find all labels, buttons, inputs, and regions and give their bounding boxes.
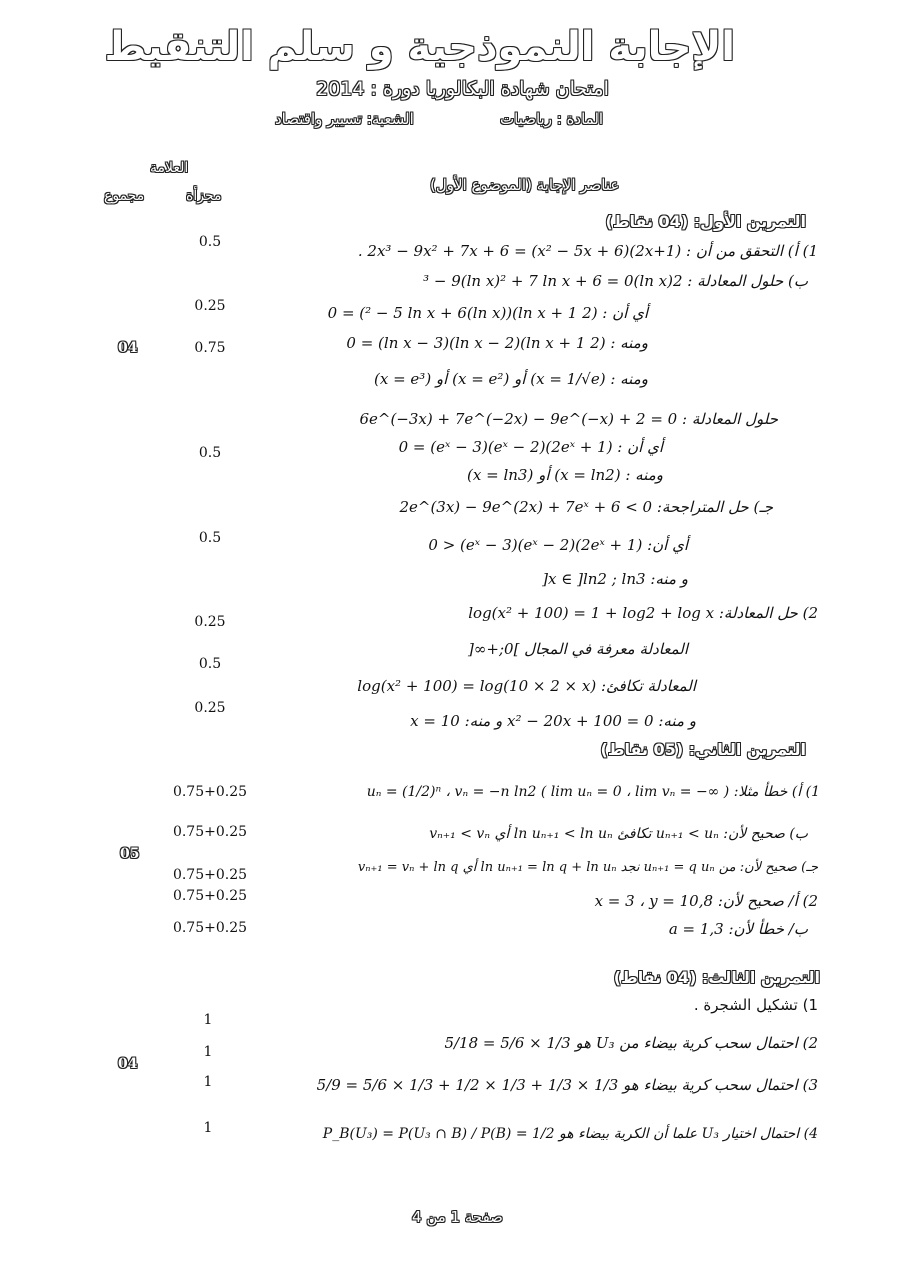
ex1-line-5: ومنه : (x = 1/√e) أو (x = e²) أو (x = e³) bbox=[373, 370, 648, 388]
exercise-2-total: 05 bbox=[120, 846, 140, 862]
ex2-mark-1: 0.75+0.25 bbox=[172, 784, 248, 800]
ex3-line-3: 3) احتمال سحب كرية بيضاء هو 1/3 × 1/3 + 1/3 × 1/2 + 1/3 × 5/6 = 5/9 bbox=[316, 1076, 818, 1094]
ex1-mark-3: 0.25 bbox=[194, 298, 226, 314]
ex1-line-10: أي أن: (2eˣ + 1)(eˣ − 2)(eˣ − 3) < 0 bbox=[428, 536, 688, 554]
branch-label: الشعبة: تسيير واقتصاد bbox=[275, 110, 414, 128]
ex1-line-7: أي أن : (2eˣ + 1)(eˣ − 2)(eˣ − 3) = 0 bbox=[398, 438, 663, 456]
ex2-line-1: 1) أ) خطأ مثلا: uₙ = (1/2)ⁿ ، vₙ = −n ln2 ( lim uₙ = 0 ، lim vₙ = −∞ ) bbox=[366, 784, 820, 800]
exercise-2-title: التمرين الثاني: (05 نقاط) bbox=[600, 740, 806, 759]
page-number: صفحة 1 من 4 bbox=[412, 1208, 503, 1226]
ex3-mark-2: 1 bbox=[203, 1044, 213, 1060]
ex3-mark-1: 1 bbox=[203, 1012, 213, 1028]
ex1-line-9: جـ) حل المتراجحة: 2e^(3x) − 9e^(2x) + 7eˣ + 6 < 0 bbox=[399, 498, 773, 516]
ex1-mark-12: 0.25 bbox=[194, 614, 226, 630]
ex1-mark-10: 0.5 bbox=[198, 530, 222, 546]
exam-session: امتحان شهادة البكالوريا دورة : 2014 bbox=[316, 78, 609, 100]
ex1-line-12: 2) حل المعادلة: log(x² + 100) = 1 + log2 + log x bbox=[468, 604, 818, 622]
exercise-1-title: التمرين الأول: (04 نقاط) bbox=[605, 212, 806, 231]
ex1-line-8: ومنه : (x = ln2) أو (x = ln3) bbox=[467, 466, 663, 484]
ex1-line-15: و منه: x² − 20x + 100 = 0 و منه: x = 10 bbox=[410, 712, 696, 730]
partial-header: مجزأة bbox=[186, 188, 222, 204]
ex3-line-1: 1) تشكيل الشجرة . bbox=[693, 996, 818, 1014]
ex2-mark-3: 0.75+0.25 bbox=[172, 867, 248, 883]
ex1-mark-7: 0.5 bbox=[198, 445, 222, 461]
page-title: الإجابة النموذجية و سلم التنقيط bbox=[104, 24, 735, 70]
ex2-mark-5: 0.75+0.25 bbox=[172, 920, 248, 936]
ex1-mark-14: 0.25 bbox=[194, 700, 226, 716]
ex3-line-2: 2) احتمال سحب كرية بيضاء من U₃ هو 1/3 × 5/6 = 5/18 bbox=[444, 1034, 818, 1052]
ex3-mark-3: 1 bbox=[203, 1074, 213, 1090]
total-header: مجموع bbox=[104, 188, 145, 204]
ex2-line-2: ب) صحيح لأن: uₙ₊₁ < uₙ تكافئ ln uₙ₊₁ < ln uₙ أي vₙ₊₁ < vₙ bbox=[429, 826, 808, 842]
ex1-line-14: المعادلة تكافئ: log(x² + 100) = log(10 × 2 × x) bbox=[357, 677, 696, 695]
exercise-1-total: 04 bbox=[118, 340, 138, 356]
ex1-line-4: ومنه : (2 ln x + 1)(ln x − 2)(ln x − 3) = 0 bbox=[346, 334, 648, 352]
ex1-line-11: و منه: x ∈ ]ln2 ; ln3[ bbox=[542, 570, 688, 588]
subject-label: المادة : رياضيات bbox=[500, 110, 604, 128]
ex1-mark-1: 0.5 bbox=[198, 234, 222, 250]
exercise-3-title: التمرين الثالث: (04 نقاط) bbox=[613, 968, 820, 987]
ex2-mark-4: 0.75+0.25 bbox=[172, 888, 248, 904]
answer-elements-header: عناصر الإجابة (الموضوع الأول) bbox=[430, 176, 620, 194]
ex1-line-3: أي أن : (2 ln x + 1)((ln x)² − 5 ln x + 6) = 0 bbox=[327, 304, 648, 322]
ex2-mark-2: 0.75+0.25 bbox=[172, 824, 248, 840]
ex1-line-13: المعادلة معرفة في المجال ]0;+∞[ bbox=[468, 640, 688, 658]
ex2-line-4: 2) أ/ صحيح لأن: x = 3 ، y = 10,8 bbox=[594, 892, 818, 910]
ex3-line-4: 4) احتمال اختيار U₃ علما أن الكرية بيضاء هو P_B(U₃) = P(U₃ ∩ B) / P(B) = 1/2 bbox=[322, 1126, 818, 1142]
ex3-mark-4: 1 bbox=[203, 1120, 213, 1136]
ex1-line-2: ب) حلول المعادلة : 2(ln x)³ − 9(ln x)² + 7 ln x + 6 = 0 bbox=[423, 272, 808, 290]
exercise-3-total: 04 bbox=[118, 1056, 138, 1072]
ex2-line-5: ب/ خطأ لأن: a = 1,3 bbox=[668, 920, 808, 938]
ex1-line-6: حلول المعادلة : 6e^(−3x) + 7e^(−2x) − 9e^(−x) + 2 = 0 bbox=[359, 410, 778, 428]
ex1-line-1: 1) أ) التحقق من أن : (2x+1)(x² − 5x + 6) = 2x³ − 9x² + 7x + 6 . bbox=[357, 242, 818, 260]
grade-header: العلامة bbox=[150, 160, 189, 176]
ex1-mark-4: 0.75 bbox=[194, 340, 226, 356]
ex2-line-3: جـ) صحيح لأن: من uₙ₊₁ = q uₙ نجد ln uₙ₊₁ = ln q + ln uₙ أي vₙ₊₁ = vₙ + ln q bbox=[357, 860, 818, 875]
ex1-mark-13: 0.5 bbox=[198, 656, 222, 672]
